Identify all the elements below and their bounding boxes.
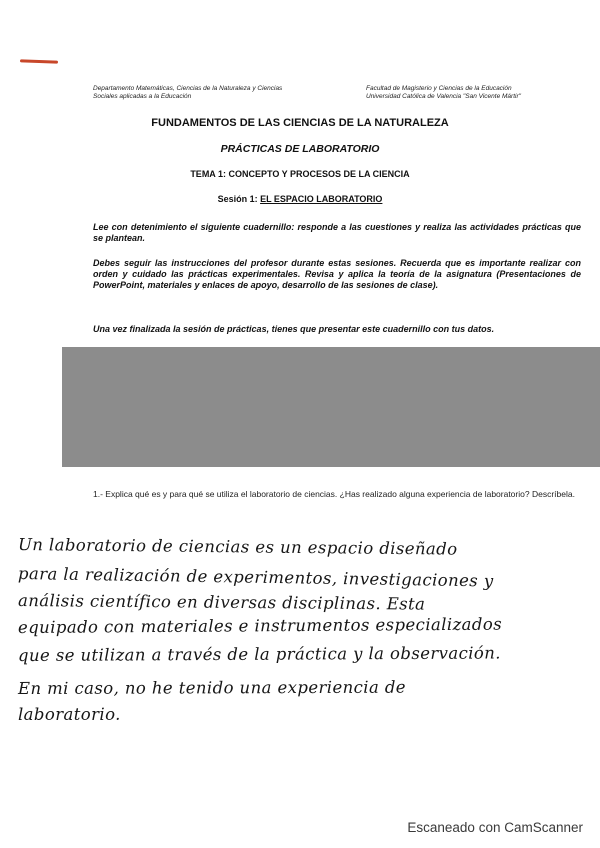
header-right-line-2: Universidad Católica de Valencia "San Vicente Mártir" <box>366 93 521 100</box>
answer-line-7: laboratorio. <box>18 705 121 724</box>
question-1: 1.- Explica qué es y para qué se utiliza el laboratorio de ciencias. ¿Has realizado alguna experiencia de laboratorio? Descríbela. <box>93 489 575 499</box>
answer-line-2: para la realización de experimentos, investigaciones y <box>17 564 494 591</box>
instruction-paragraph-3: Una vez finalizada la sesión de prácticas, tienes que presentar este cuadernillo con tus datos. <box>93 324 495 334</box>
redacted-personal-data-block <box>62 347 600 467</box>
document-title: FUNDAMENTOS DE LAS CIENCIAS DE LA NATURALEZA <box>151 117 449 129</box>
sesion-heading <box>0 194 600 204</box>
camscanner-watermark: Escaneado con CamScanner <box>407 820 583 835</box>
instruction-paragraph-2: Debes seguir las instrucciones del profesor durante estas sesiones. Recuerda que es importante realizar con orden y cuidado las prácticas experimentales. Revisa y aplica la teoría de la asignatura (Presentaciones de PowerPoint, materiales y enlaces de apoyo, desarrollo de las sesiones de clase). <box>93 258 581 290</box>
header-department <box>93 85 333 101</box>
answer-line-6: En mi caso, no he tenido una experiencia de <box>17 677 406 698</box>
answer-line-1: Un laboratorio de ciencias es un espacio diseñado <box>17 535 458 559</box>
instruction-paragraph-1: Lee con detenimiento el siguiente cuadernillo: responde a las cuestiones y realiza las actividades prácticas que se plantean. <box>93 222 581 243</box>
sesion-prefix: Sesión 1: <box>217 194 261 204</box>
header-left-line-2: Sociales aplicadas a la Educación <box>93 93 192 100</box>
answer-line-4: equipado con materiales e instrumentos especializados <box>17 614 503 637</box>
practicas-subtitle: PRÁCTICAS DE LABORATORIO <box>220 143 380 155</box>
header-left-line-1: Departamento Matemáticas, Ciencias de la Naturaleza y Ciencias <box>93 85 283 92</box>
answer-line-5: que se utilizan a través de la práctica y la observación. <box>17 643 501 665</box>
header-faculty <box>366 85 566 101</box>
pen-mark <box>20 59 58 63</box>
header-right-line-1: Facultad de Magisterio y Ciencias de la Educación <box>366 85 512 92</box>
answer-line-3: análisis científico en diversas disciplinas. Esta <box>17 591 426 614</box>
tema-heading: TEMA 1: CONCEPTO Y PROCESOS DE LA CIENCIA <box>190 169 410 179</box>
sesion-title: EL ESPACIO LABORATORIO <box>260 194 383 204</box>
